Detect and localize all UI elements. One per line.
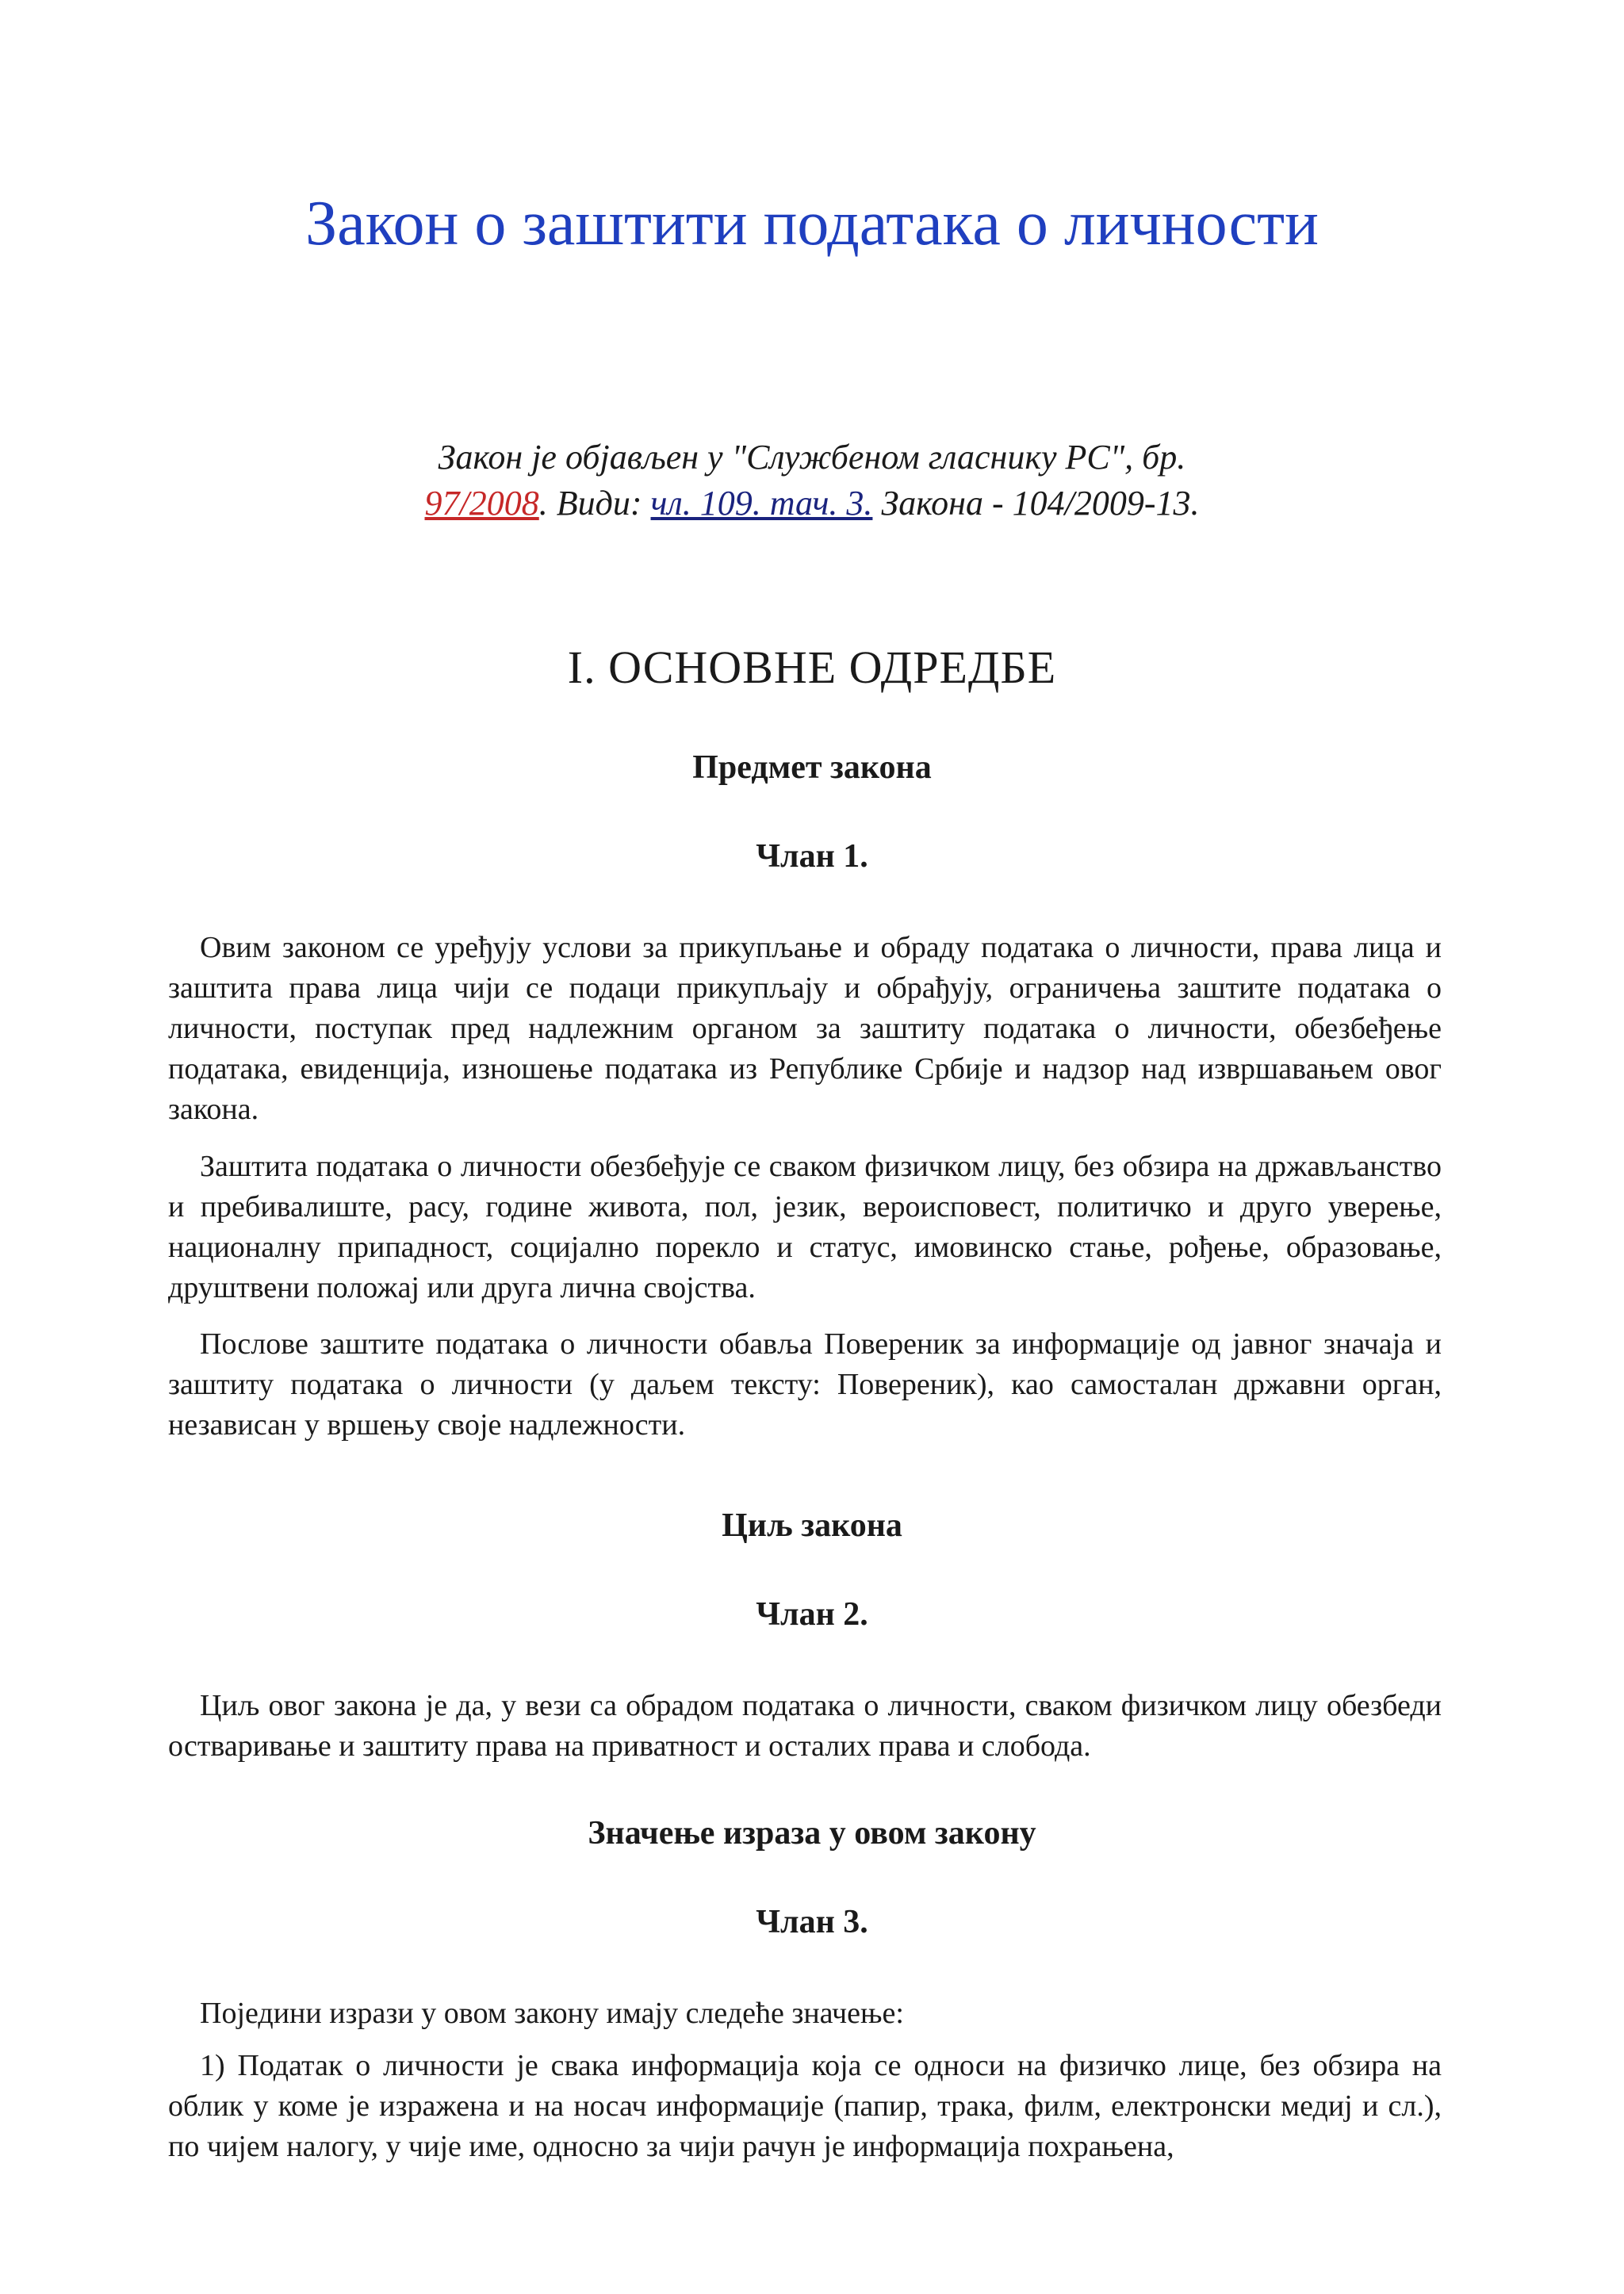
publication-note [0, 435, 1624, 527]
gazette-link[interactable]: 97/2008 [424, 484, 539, 523]
section-heading: Циљ закона [722, 1507, 902, 1544]
chapter-title: I. ОСНОВНЕ ОДРЕДБЕ [567, 641, 1057, 693]
article-number: Члан 3. [756, 1904, 868, 1940]
article-paragraph: 1) Податак о личности је свака информација која се односи на физичко лице, без обзира на облик у коме је изражена и на носач информације (папир, трака, филм, електронски медиј и сл.), по чијем налогу, у чије име, односно за чији рачун је информација похрањена, [168, 2049, 1442, 2163]
article-number: Члан 2. [756, 1596, 868, 1633]
article-paragraph: Циљ овог закона је да, у вези са обрадом података о личности, сваком физичком лицу обезбеди остваривање и заштиту права на приватност и осталих права и слобода. [168, 1689, 1442, 1763]
article-paragraph: Поједини изрази у овом закону имају следеће значење: [200, 1997, 904, 2030]
section-heading: Предмет закона [692, 749, 932, 786]
article-paragraph: Овим законом се уређују услови за прикупљање и обраду података о личности, права лица и заштита права лица чији се подаци прикупљају и обрађују, ограничења заштите података о личности, поступак пред надлежним органом за заштиту података о личности, обезбеђење података, евиденција, изношење података из Републике Србије и надзор над извршавањем овог закона. [168, 931, 1442, 1126]
publication-suffix-text: Закона - 104/2009-13. [872, 484, 1200, 523]
article-reference-link[interactable]: чл. 109. тач. 3. [650, 484, 873, 523]
publication-note-line-2 [0, 481, 1624, 527]
article-paragraph: Заштита података о личности обезбеђује се сваком физичком лицу, без обзира на држављанство и пребивалиште, расу, године живота, пол, језик, вероисповест, политичко и друго уверење, националну припадност, социјално порекло и статус, имовинско стање, рођење, образовање, друштвени положај или друга лична својства. [168, 1150, 1442, 1304]
document-title: Закон о заштити података о личности [305, 189, 1319, 259]
section-heading: Значење израза у овом закону [588, 1815, 1036, 1852]
article-paragraph: Послове заштите података о личности обавља Повереник за информације од јавног значаја и заштиту података о личности (у даљем тексту: Повереник), као самосталан државни орган, независан у вршењу своје надлежности. [168, 1327, 1442, 1442]
publication-note-line-1: Закон је објављен у "Службеном гласнику РС", бр. [438, 438, 1186, 477]
publication-mid-text: . Види: [538, 484, 651, 523]
article-number: Члан 1. [756, 838, 868, 875]
